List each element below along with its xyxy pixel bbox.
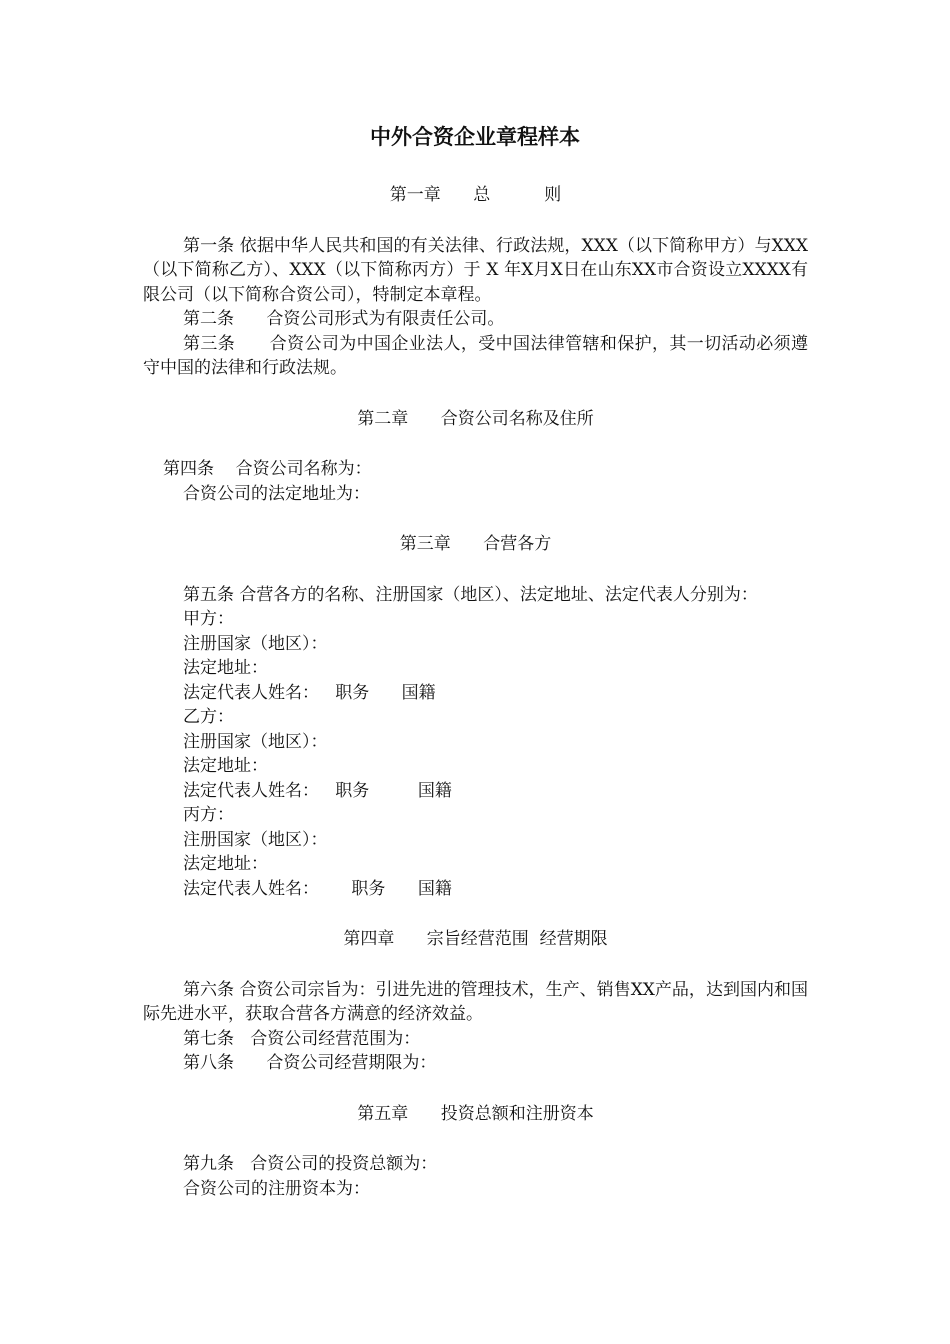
party-b-country: 注册国家（地区）： [183, 731, 328, 752]
article-7: 第七条 合资公司经营范围为： [183, 1028, 421, 1049]
party-a-label: 甲方： [183, 609, 234, 629]
chapter-5-heading: 第五章 投资总额和注册资本 [357, 1103, 594, 1124]
article-9: 第九条 合资公司的投资总额为： [183, 1154, 438, 1174]
party-a-address: 法定地址： [183, 658, 268, 678]
party-a-country: 注册国家（地区）： [183, 633, 328, 654]
party-c-country: 注册国家（地区）： [183, 829, 328, 850]
article-3: 第三条 合资公司为中国企业法人，受中国法律管辖和保护，其一切活动必须遵守中国的法律和行政法规。 [143, 333, 808, 378]
party-a-representative: 法定代表人姓名： 职务 国籍 [183, 682, 436, 703]
article-5: 第五条 合营各方的名称、注册国家（地区）、法定地址、法定代表人分别为： [183, 584, 758, 605]
article-4: 第四条 合资公司名称为： [163, 459, 372, 479]
article-2: 第二条 合资公司形式为有限责任公司。 [183, 309, 505, 329]
chapter-4-heading: 第四章 宗旨经营范围 经营期限 [343, 929, 608, 949]
party-b-representative: 法定代表人姓名： 职务 国籍 [183, 780, 452, 801]
chapter-1-heading: 第一章 总 则 [389, 185, 562, 205]
company-address-line: 合资公司的法定地址为： [183, 483, 370, 504]
registered-capital-line: 合资公司的注册资本为： [183, 1178, 370, 1199]
party-c-address: 法定地址： [183, 854, 268, 874]
document-title: 中外合资企业章程样本 [370, 125, 580, 149]
article-8: 第八条 合资公司经营期限为： [183, 1053, 437, 1073]
article-1: 第一条 依据中华人民共和国的有关法律、行政法规，XXX（以下简称甲方）与XXX（以下简称乙方）、XXX（以下简称丙方）于 X 年X月X日在山东XX市合资设立XXXX有限公司（以下简称合资公司），特制定本章程。 [143, 235, 808, 305]
party-c-label: 丙方： [183, 805, 234, 825]
party-b-label: 乙方： [183, 707, 234, 727]
article-6: 第六条 合资公司宗旨为：引进先进的管理技术，生产、销售XX产品，达到国内和国际先进水平，获取合营各方满意的经济效益。 [143, 979, 808, 1024]
document-body [143, 183, 808, 1201]
chapter-3-heading: 第三章 合营各方 [399, 534, 552, 554]
party-c-representative: 法定代表人姓名： 职务 国籍 [183, 878, 452, 899]
party-b-address: 法定地址： [183, 756, 268, 776]
chapter-2-heading: 第二章 合资公司名称及住所 [357, 408, 594, 429]
